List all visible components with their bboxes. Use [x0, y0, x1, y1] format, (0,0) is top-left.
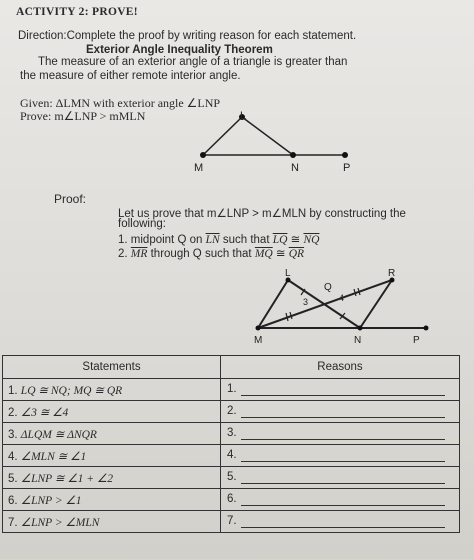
construction-figure-2	[248, 266, 438, 350]
table-row	[3, 401, 460, 423]
label-n: N	[291, 162, 299, 174]
label-angle-4: 4	[339, 293, 345, 303]
point-p	[424, 326, 429, 331]
reason-cell[interactable]: 3.	[221, 423, 460, 445]
table-row	[3, 489, 460, 511]
proof-label: Proof:	[54, 192, 87, 206]
statement-text: ∠MLN ≅ ∠1	[20, 450, 87, 463]
point-m	[256, 326, 261, 331]
table-row	[3, 379, 460, 401]
statement-text: ΔLQM ≅ ΔNQR	[20, 428, 97, 441]
reasons-header: Reasons	[221, 356, 460, 379]
statement-cell: 1. LQ ≅ NQ; MQ ≅ QR	[3, 379, 221, 401]
table-header-row	[3, 356, 460, 379]
segment-ml	[203, 117, 242, 155]
proof-intro-line2: following:	[118, 218, 166, 230]
proof-intro-line1: Let us prove that m∠LNP > m∠MLN by constructing the	[118, 208, 406, 220]
construction-step-1: 1. midpoint Q on $\overline{LN}$ such that $\overline{LQ}$ ≅ $\overline{NQ}$	[118, 234, 320, 246]
theorem-statement-line1: The measure of an exterior angle of a triangle is greater than	[38, 56, 348, 68]
given-text: Given: ΔLMN with exterior angle ∠LNP	[20, 96, 221, 110]
reason-answer-line[interactable]	[241, 395, 445, 396]
statement-cell: 7. ∠LNP > ∠MLN	[3, 511, 221, 533]
statement-text: ∠LNP > ∠1	[20, 494, 82, 507]
prove-text: Prove: m∠LNP > mMLN	[20, 109, 146, 123]
reason-answer-line[interactable]	[241, 483, 445, 484]
statement-cell: 6. ∠LNP > ∠1	[3, 489, 221, 511]
segment-ml	[258, 280, 288, 328]
reason-answer-line[interactable]	[241, 527, 445, 528]
reason-cell[interactable]: 7.	[221, 511, 460, 533]
segment-rn	[360, 280, 392, 328]
table-row	[3, 423, 460, 445]
label-m: M	[194, 162, 204, 174]
label-p: P	[343, 162, 351, 174]
reason-cell[interactable]: 2.	[221, 401, 460, 423]
label-n: N	[354, 335, 362, 346]
reason-cell[interactable]: 1.	[221, 379, 460, 401]
label-q: Q	[324, 282, 332, 293]
statement-text: LQ ≅ NQ; MQ ≅ QR	[20, 384, 123, 397]
activity-title: ACTIVITY 2: PROVE!	[16, 6, 138, 18]
label-r: R	[388, 268, 396, 279]
table-row	[3, 511, 460, 533]
table-row	[3, 445, 460, 467]
reason-answer-line[interactable]	[241, 417, 445, 418]
statement-cell: 2. ∠3 ≅ ∠4	[3, 401, 221, 423]
reason-answer-line[interactable]	[241, 439, 445, 440]
point-m	[200, 152, 206, 158]
reason-answer-line[interactable]	[241, 505, 445, 506]
statement-cell: 4. ∠MLN ≅ ∠1	[3, 445, 221, 467]
theorem-statement-line2: the measure of either remote interior angle.	[20, 70, 241, 82]
statement-cell: 5. ∠LNP ≅ ∠1 + ∠2	[3, 467, 221, 489]
reason-cell[interactable]: 6.	[221, 489, 460, 511]
point-p	[342, 152, 348, 158]
reason-cell[interactable]: 4.	[221, 445, 460, 467]
label-p: P	[413, 335, 420, 346]
statement-text: ∠3 ≅ ∠4	[20, 406, 69, 419]
statement-cell: 3. ΔLQM ≅ ΔNQR	[3, 423, 221, 445]
label-l: L	[240, 110, 247, 122]
segment-ln	[242, 117, 293, 155]
statement-text: ∠LNP ≅ ∠1 + ∠2	[20, 472, 114, 485]
table-row	[3, 467, 460, 489]
construction-step-2: 2. $\overline{MR}$ through Q such that $\overline{MQ}$ ≅ $\overline{QR}$	[118, 248, 305, 260]
proof-table	[2, 355, 460, 533]
point-n	[290, 152, 296, 158]
label-m: M	[254, 335, 263, 346]
label-angle-3: 3	[303, 297, 309, 307]
direction-text: Direction:Complete the proof by writing reason for each statement.	[18, 30, 357, 42]
reason-cell[interactable]: 5.	[221, 467, 460, 489]
reason-answer-line[interactable]	[241, 461, 445, 462]
label-l: L	[285, 268, 291, 279]
point-n	[358, 326, 363, 331]
statement-text: ∠LNP > ∠MLN	[20, 516, 100, 529]
statements-header: Statements	[3, 356, 221, 379]
theorem-title: Exterior Angle Inequality Theorem	[86, 44, 273, 56]
triangle-figure-1	[190, 108, 370, 178]
